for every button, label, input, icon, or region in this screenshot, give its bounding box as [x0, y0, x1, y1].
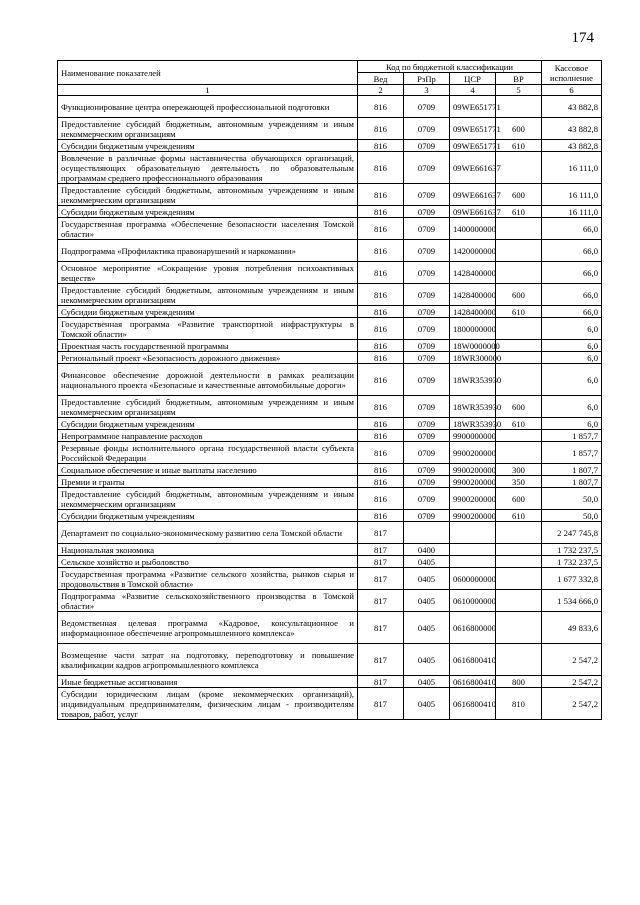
row-name: Подпрограмма «Профилактика правонарушений и наркомании» [58, 240, 358, 262]
row-ved: 816 [358, 184, 404, 206]
row-ved: 817 [358, 676, 404, 688]
column-number: 3 [404, 85, 450, 96]
row-name: Проектная часть государственной программы [58, 340, 358, 352]
row-csr: 9900200000 [450, 464, 496, 476]
row-csr: 1400000000 [450, 218, 496, 240]
row-vr [496, 152, 542, 184]
row-rzpr: 0709 [404, 364, 450, 396]
row-ved: 817 [358, 688, 404, 720]
row-ved: 816 [358, 218, 404, 240]
table-row [58, 184, 602, 206]
table-row [58, 488, 602, 510]
row-amount: 6,0 [542, 318, 602, 340]
row-name: Предоставление субсидий бюджетным, автономным учреждениям и иным некоммерческим организациям [58, 488, 358, 510]
column-number: 1 [58, 85, 358, 96]
row-ved: 816 [358, 488, 404, 510]
row-rzpr: 0709 [404, 430, 450, 442]
row-amount: 1 807,7 [542, 464, 602, 476]
table-row [58, 418, 602, 430]
row-ved: 816 [358, 352, 404, 364]
row-rzpr: 0709 [404, 152, 450, 184]
row-ved: 817 [358, 556, 404, 568]
row-vr [496, 644, 542, 676]
row-csr: 09WE651771 [450, 96, 496, 118]
row-amount: 66,0 [542, 240, 602, 262]
row-name: Вовлечение в различные формы наставничества обучающихся организаций, осуществляющих образовательную деятельность по образовательным программам среднего профессионального образования [58, 152, 358, 184]
row-vr [496, 612, 542, 644]
row-rzpr: 0709 [404, 352, 450, 364]
table-row [58, 676, 602, 688]
row-csr: 0610000000 [450, 590, 496, 612]
row-vr [496, 318, 542, 340]
row-csr: 0616800410 [450, 676, 496, 688]
row-amount: 66,0 [542, 284, 602, 306]
row-rzpr: 0709 [404, 306, 450, 318]
table-body [58, 96, 602, 720]
row-rzpr: 0709 [404, 418, 450, 430]
row-amount: 1 534 666,0 [542, 590, 602, 612]
row-name: Субсидии юридическим лицам (кроме некоммерческих организаций), индивидуальным предпринимателям, физическим лицам - производителям товаров, работ, услуг [58, 688, 358, 720]
row-rzpr: 0709 [404, 118, 450, 140]
column-number-row [58, 85, 602, 96]
row-amount: 16 111,0 [542, 152, 602, 184]
row-name: Сельское хозяйство и рыболовство [58, 556, 358, 568]
row-rzpr: 0405 [404, 556, 450, 568]
row-vr: 600 [496, 184, 542, 206]
row-name: Предоставление субсидий бюджетным, автономным учреждениям и иным некоммерческим организациям [58, 396, 358, 418]
table-row [58, 118, 602, 140]
column-number: 2 [358, 85, 404, 96]
table-row [58, 396, 602, 418]
row-vr: 600 [496, 488, 542, 510]
header-code-group: Код по бюджетной классификации [358, 61, 542, 73]
row-vr [496, 340, 542, 352]
header-ved: Вед [358, 73, 404, 85]
row-rzpr: 0709 [404, 396, 450, 418]
row-csr: 09WE661637 [450, 206, 496, 218]
row-csr: 9900200000 [450, 442, 496, 464]
row-amount: 50,0 [542, 488, 602, 510]
row-name: Субсидии бюджетным учреждениям [58, 140, 358, 152]
row-rzpr: 0709 [404, 284, 450, 306]
table-row [58, 152, 602, 184]
row-amount: 2 547,2 [542, 688, 602, 720]
row-csr: 18WR353930 [450, 396, 496, 418]
row-vr [496, 442, 542, 464]
row-amount: 2 247 745,8 [542, 522, 602, 544]
table-row [58, 218, 602, 240]
column-number: 5 [496, 85, 542, 96]
row-vr: 810 [496, 688, 542, 720]
row-name: Ведомственная целевая программа «Кадровое, консультационное и информационное обеспечение агропромышленного комплекса» [58, 612, 358, 644]
row-vr: 610 [496, 510, 542, 522]
row-rzpr: 0709 [404, 476, 450, 488]
row-ved: 817 [358, 568, 404, 590]
row-amount: 43 882,8 [542, 118, 602, 140]
row-ved: 816 [358, 340, 404, 352]
table-row [58, 364, 602, 396]
budget-table [57, 60, 602, 720]
column-number: 4 [450, 85, 496, 96]
table-row [58, 430, 602, 442]
row-amount: 16 111,0 [542, 184, 602, 206]
row-rzpr: 0709 [404, 262, 450, 284]
row-rzpr: 0709 [404, 240, 450, 262]
row-csr: 0600000000 [450, 568, 496, 590]
row-csr: 9900200000 [450, 476, 496, 488]
row-ved: 817 [358, 590, 404, 612]
row-csr: 09WE661637 [450, 152, 496, 184]
row-rzpr: 0405 [404, 590, 450, 612]
row-csr: 18WR300000 [450, 352, 496, 364]
row-amount: 2 547,2 [542, 676, 602, 688]
row-vr [496, 364, 542, 396]
row-name: Предоставление субсидий бюджетным, автономным учреждениям и иным некоммерческим организациям [58, 118, 358, 140]
row-csr: 1420000000 [450, 240, 496, 262]
column-number: 6 [542, 85, 602, 96]
row-name: Подпрограмма «Развитие сельскохозяйственного производства в Томской области» [58, 590, 358, 612]
row-amount: 1 677 332,8 [542, 568, 602, 590]
row-name: Национальная экономика [58, 544, 358, 556]
row-csr: 9900200000 [450, 510, 496, 522]
row-name: Субсидии бюджетным учреждениям [58, 306, 358, 318]
row-csr: 09WE661637 [450, 184, 496, 206]
table-row [58, 318, 602, 340]
row-ved: 816 [358, 476, 404, 488]
row-vr: 600 [496, 396, 542, 418]
row-rzpr: 0405 [404, 644, 450, 676]
row-rzpr: 0400 [404, 544, 450, 556]
row-ved: 816 [358, 418, 404, 430]
page-number: 174 [571, 30, 594, 46]
row-name: Финансовое обеспечение дорожной деятельности в рамках реализации национального проекта «Безопасные и качественные автомобильные дороги» [58, 364, 358, 396]
row-name: Резервные фонды исполнительного органа государственной власти субъекта Российской Федерации [58, 442, 358, 464]
table-row [58, 140, 602, 152]
row-csr: 1428400000 [450, 284, 496, 306]
row-amount: 66,0 [542, 218, 602, 240]
row-csr: 9900200000 [450, 488, 496, 510]
row-rzpr: 0709 [404, 510, 450, 522]
row-vr [496, 590, 542, 612]
row-vr [496, 430, 542, 442]
row-ved: 817 [358, 612, 404, 644]
row-rzpr: 0709 [404, 464, 450, 476]
row-rzpr: 0405 [404, 676, 450, 688]
row-csr [450, 544, 496, 556]
header-rzpr: РзПр [404, 73, 450, 85]
row-rzpr: 0405 [404, 568, 450, 590]
row-vr: 610 [496, 140, 542, 152]
row-amount: 43 882,8 [542, 140, 602, 152]
table-row [58, 96, 602, 118]
row-name: Региональный проект «Безопасность дорожного движения» [58, 352, 358, 364]
row-name: Премии и гранты [58, 476, 358, 488]
table-row [58, 544, 602, 556]
row-vr [496, 262, 542, 284]
row-ved: 817 [358, 644, 404, 676]
row-ved: 816 [358, 140, 404, 152]
row-vr: 600 [496, 118, 542, 140]
row-rzpr: 0709 [404, 318, 450, 340]
row-ved: 816 [358, 206, 404, 218]
row-csr: 9900000000 [450, 430, 496, 442]
row-vr [496, 568, 542, 590]
row-name: Субсидии бюджетным учреждениям [58, 510, 358, 522]
row-csr: 09WE651771 [450, 118, 496, 140]
row-vr [496, 556, 542, 568]
row-rzpr: 0709 [404, 140, 450, 152]
row-vr [496, 544, 542, 556]
row-csr: 1800000000 [450, 318, 496, 340]
row-csr: 0616800410 [450, 644, 496, 676]
row-amount: 66,0 [542, 262, 602, 284]
row-vr: 800 [496, 676, 542, 688]
row-amount: 6,0 [542, 340, 602, 352]
row-vr [496, 218, 542, 240]
row-csr: 18WR353930 [450, 364, 496, 396]
row-amount: 1 857,7 [542, 430, 602, 442]
row-name: Государственная программа «Развитие сельского хозяйства, рынков сырья и продовольствия в Томской области» [58, 568, 358, 590]
row-ved: 817 [358, 544, 404, 556]
row-vr: 610 [496, 206, 542, 218]
table-row [58, 340, 602, 352]
row-name: Субсидии бюджетным учреждениям [58, 206, 358, 218]
row-amount: 6,0 [542, 396, 602, 418]
row-vr [496, 522, 542, 544]
row-vr: 610 [496, 418, 542, 430]
row-ved: 816 [358, 464, 404, 476]
row-name: Субсидии бюджетным учреждениям [58, 418, 358, 430]
row-rzpr: 0709 [404, 206, 450, 218]
row-csr: 09WE651771 [450, 140, 496, 152]
row-ved: 816 [358, 306, 404, 318]
row-ved: 816 [358, 96, 404, 118]
row-amount: 6,0 [542, 418, 602, 430]
row-vr: 300 [496, 464, 542, 476]
row-name: Социальное обеспечение и иные выплаты населению [58, 464, 358, 476]
header-vr: ВР [496, 73, 542, 85]
row-name: Непрограммное направление расходов [58, 430, 358, 442]
row-amount: 66,0 [542, 306, 602, 318]
table-row [58, 262, 602, 284]
table-header-row [58, 61, 602, 73]
header-execution: Кассовое исполнение [542, 61, 602, 85]
row-vr [496, 240, 542, 262]
row-csr: 1428400000 [450, 262, 496, 284]
row-name: Возмещение части затрат на подготовку, переподготовку и повышение квалификации кадров агропромышленного комплекса [58, 644, 358, 676]
table-row [58, 464, 602, 476]
row-amount: 1 857,7 [542, 442, 602, 464]
row-name: Функционирование центра опережающей профессиональной подготовки [58, 96, 358, 118]
row-rzpr: 0709 [404, 442, 450, 464]
row-rzpr: 0709 [404, 218, 450, 240]
table-row [58, 206, 602, 218]
row-ved: 816 [358, 240, 404, 262]
table-row [58, 240, 602, 262]
row-vr [496, 96, 542, 118]
table-row [58, 352, 602, 364]
table-row [58, 284, 602, 306]
row-amount: 1 807,7 [542, 476, 602, 488]
row-amount: 49 833,6 [542, 612, 602, 644]
row-csr: 18W0000000 [450, 340, 496, 352]
table-row [58, 476, 602, 488]
row-ved: 816 [358, 118, 404, 140]
row-vr: 350 [496, 476, 542, 488]
row-ved: 817 [358, 522, 404, 544]
row-name: Государственная программа «Обеспечение безопасности населения Томской области» [58, 218, 358, 240]
row-amount: 1 732 237,5 [542, 556, 602, 568]
row-ved: 816 [358, 430, 404, 442]
row-rzpr: 0405 [404, 688, 450, 720]
row-name: Предоставление субсидий бюджетным, автономным учреждениям и иным некоммерческим организациям [58, 184, 358, 206]
row-ved: 816 [358, 442, 404, 464]
row-rzpr: 0709 [404, 488, 450, 510]
header-name: Наименование показателей [58, 61, 358, 85]
row-amount: 1 732 237,5 [542, 544, 602, 556]
table-row [58, 688, 602, 720]
row-vr [496, 352, 542, 364]
row-ved: 816 [358, 284, 404, 306]
row-ved: 816 [358, 318, 404, 340]
row-rzpr [404, 522, 450, 544]
row-rzpr: 0709 [404, 96, 450, 118]
row-ved: 816 [358, 396, 404, 418]
row-vr: 600 [496, 284, 542, 306]
table-row [58, 590, 602, 612]
row-name: Предоставление субсидий бюджетным, автономным учреждениям и иным некоммерческим организациям [58, 284, 358, 306]
table-row [58, 612, 602, 644]
row-csr: 0616800410 [450, 688, 496, 720]
row-ved: 816 [358, 152, 404, 184]
row-csr: 0616800000 [450, 612, 496, 644]
row-rzpr: 0709 [404, 184, 450, 206]
table-row [58, 510, 602, 522]
row-amount: 43 882,8 [542, 96, 602, 118]
row-name: Департамент по социально-экономическому развитию села Томской области [58, 522, 358, 544]
row-amount: 16 111,0 [542, 206, 602, 218]
row-vr: 610 [496, 306, 542, 318]
row-name: Основное мероприятие «Сокращение уровня потребления психоактивных веществ» [58, 262, 358, 284]
row-rzpr: 0405 [404, 612, 450, 644]
row-amount: 50,0 [542, 510, 602, 522]
row-amount: 6,0 [542, 364, 602, 396]
row-amount: 2 547,2 [542, 644, 602, 676]
table-row [58, 644, 602, 676]
row-csr [450, 556, 496, 568]
header-csr: ЦСР [450, 73, 496, 85]
row-csr: 1428400000 [450, 306, 496, 318]
table-row [58, 522, 602, 544]
row-ved: 816 [358, 364, 404, 396]
row-ved: 816 [358, 510, 404, 522]
row-csr [450, 522, 496, 544]
row-amount: 6,0 [542, 352, 602, 364]
row-ved: 816 [358, 262, 404, 284]
row-name: Государственная программа «Развитие транспортной инфраструктуры в Томской области» [58, 318, 358, 340]
row-name: Иные бюджетные ассигнования [58, 676, 358, 688]
table-row [58, 442, 602, 464]
row-csr: 18WR353930 [450, 418, 496, 430]
table-row [58, 306, 602, 318]
table-row [58, 568, 602, 590]
row-rzpr: 0709 [404, 340, 450, 352]
table-row [58, 556, 602, 568]
